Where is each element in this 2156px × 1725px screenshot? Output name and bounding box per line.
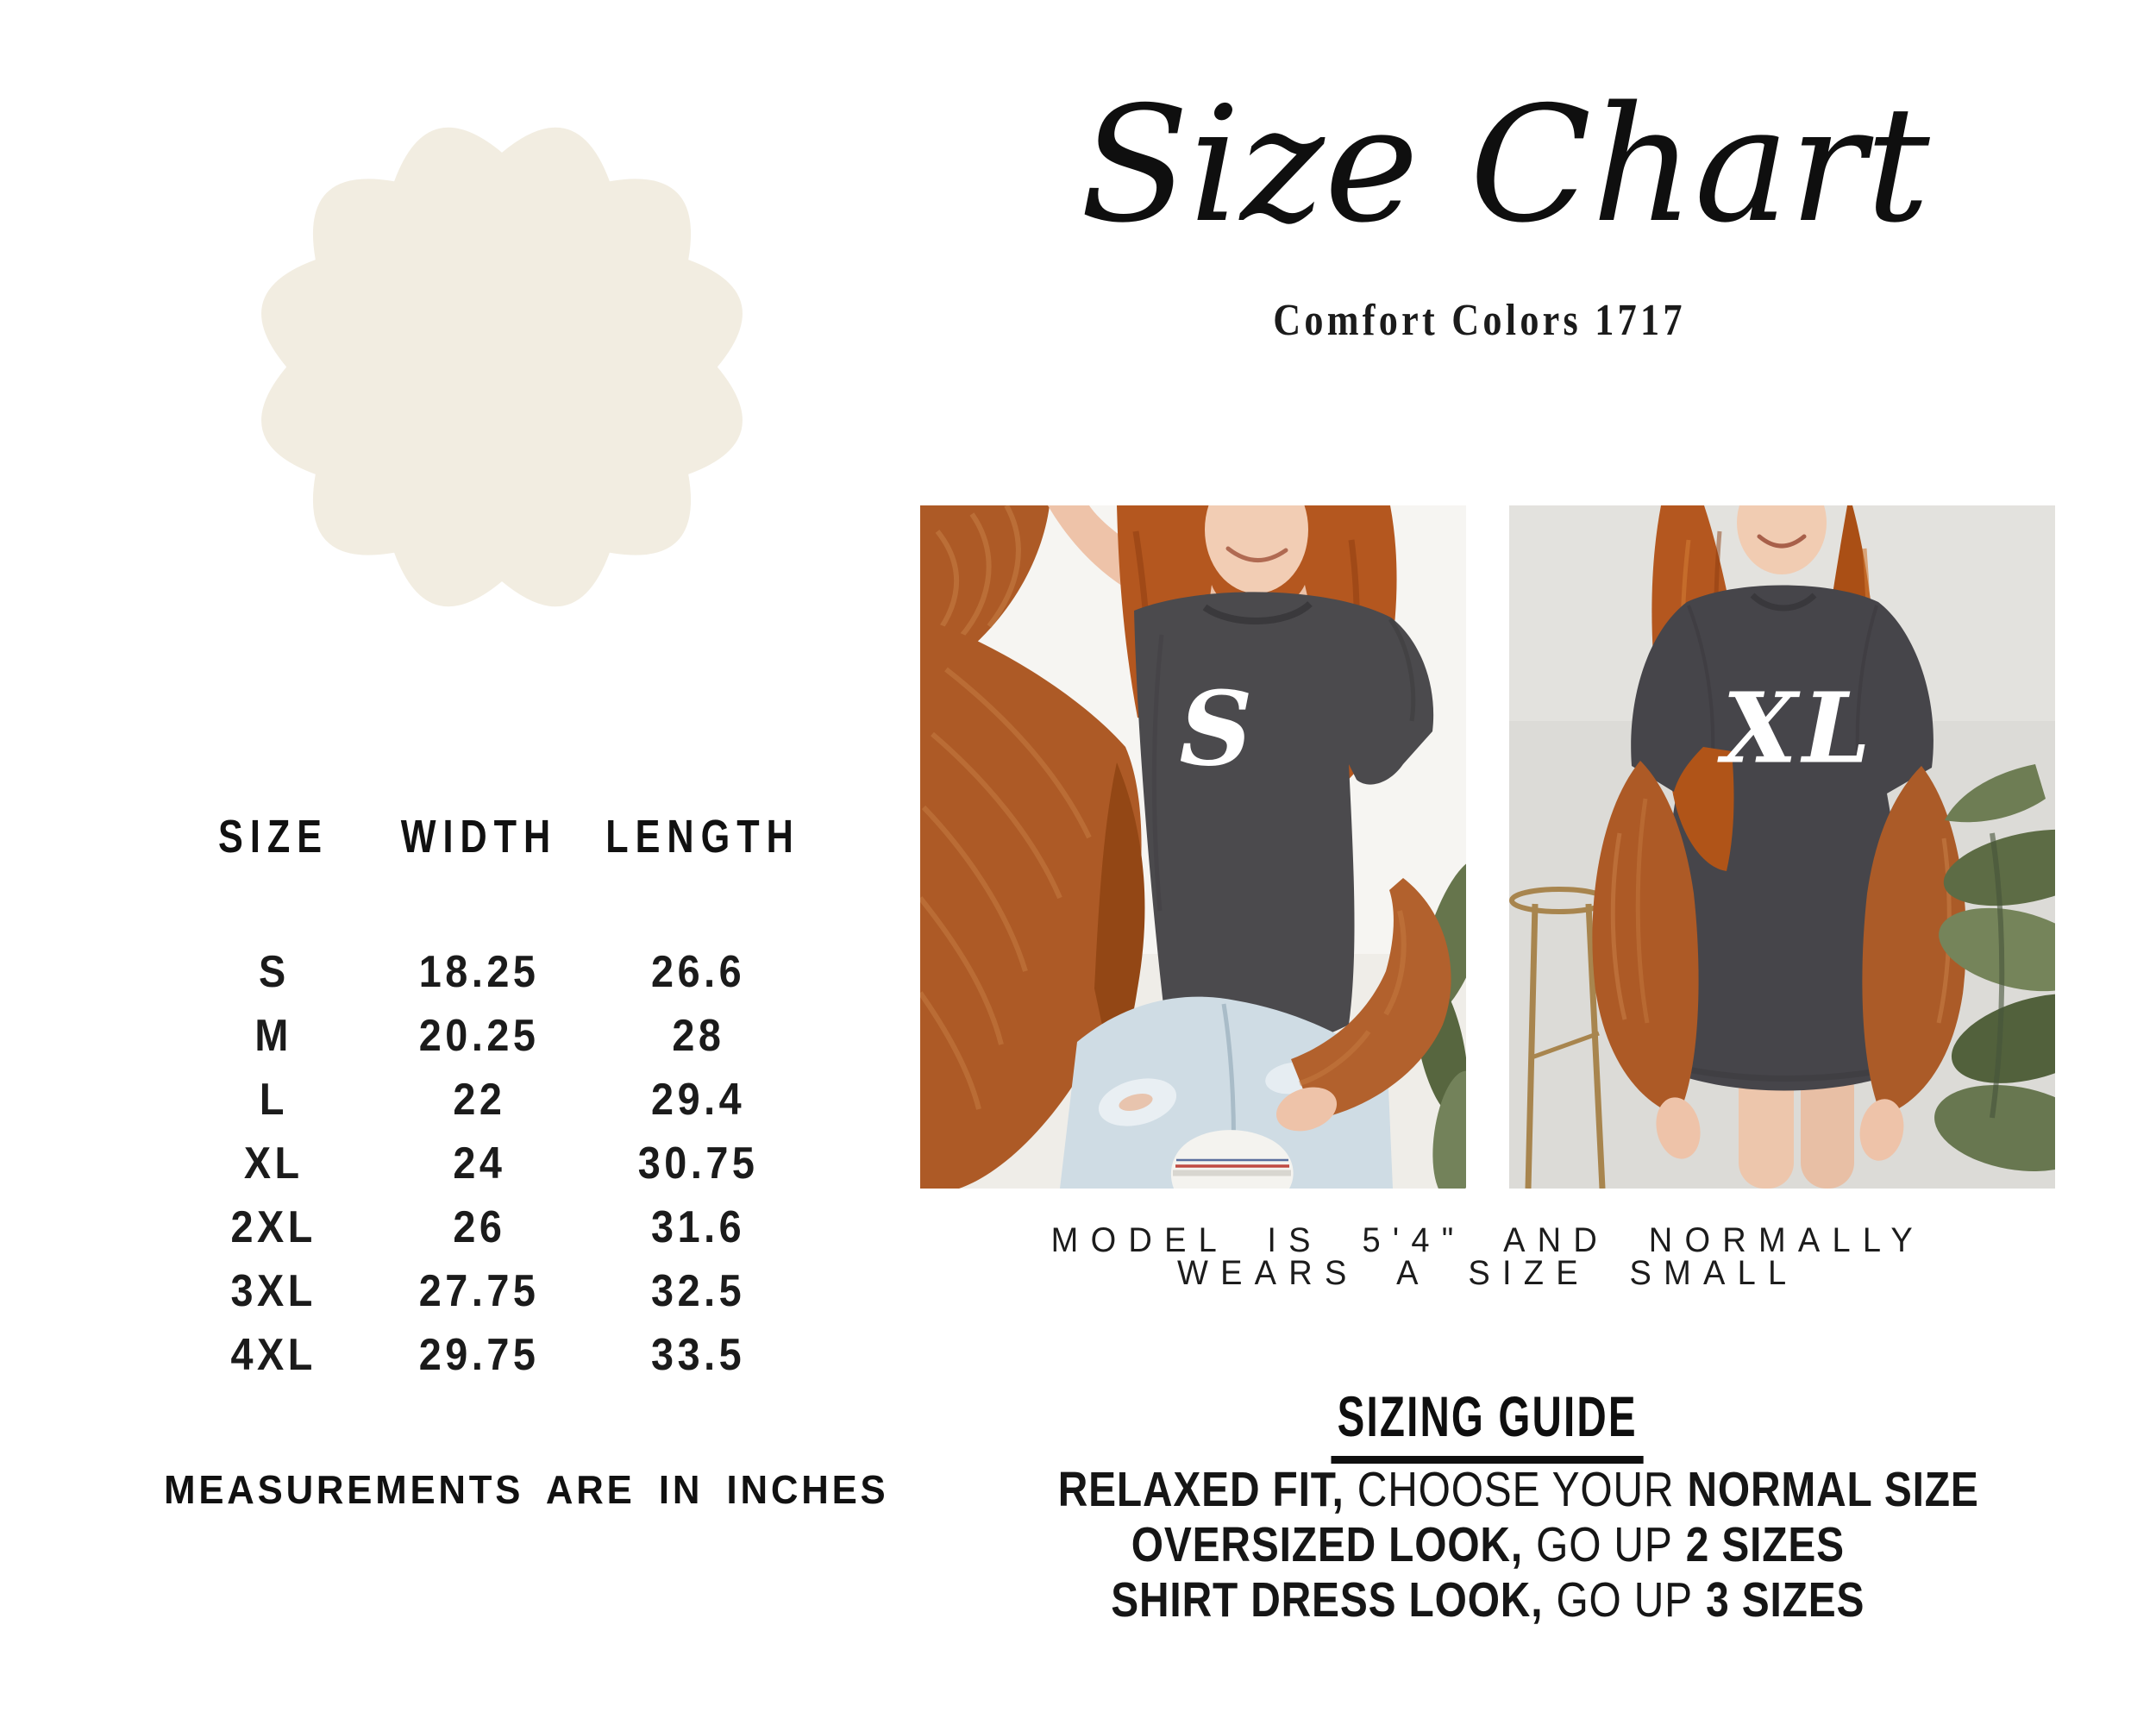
size-value: 4XL <box>230 1330 317 1380</box>
table-row-4xl <box>171 1323 816 1387</box>
length-value: 31.6 <box>651 1202 746 1252</box>
sizing-guide-line-shirt-dress <box>970 1571 2005 1628</box>
length-value: 33.5 <box>651 1330 746 1380</box>
column-width: WIDTH <box>400 811 558 862</box>
table-header-gap <box>171 864 816 940</box>
size-value: XL <box>244 1138 304 1189</box>
column-length: LENGTH <box>605 811 800 862</box>
column-size: SIZE <box>218 811 329 862</box>
size-value: 3XL <box>230 1266 317 1316</box>
guide-regular: GO UP <box>1556 1572 1693 1628</box>
width-value: 22 <box>452 1075 506 1125</box>
page-subtitle-text: Comfort Colors 1717 <box>1272 296 1686 345</box>
width-value: 24 <box>452 1138 506 1189</box>
model-caption-line2-text: WEARS A SIZE SMALL <box>1176 1254 1799 1292</box>
model-caption-line1-text: MODEL IS 5'4" AND NORMALLY <box>1050 1221 1925 1259</box>
table-row-xl <box>171 1132 816 1195</box>
size-table <box>171 809 816 1387</box>
length-value: 28 <box>672 1011 725 1061</box>
length-value: 30.75 <box>638 1138 759 1189</box>
measurements-note-text: MEASUREMENTS ARE IN INCHES <box>164 1467 889 1512</box>
guide-bold-lead: SHIRT DRESS LOOK, <box>1110 1572 1544 1628</box>
size-letter-s: S <box>1179 668 1253 789</box>
model-photo-size-xl <box>1509 505 2055 1189</box>
width-value: 18.25 <box>418 947 540 997</box>
guide-bold-tail: NORMAL SIZE <box>1687 1462 1979 1517</box>
guide-regular: CHOOSE YOUR <box>1357 1462 1675 1517</box>
width-value: 29.75 <box>418 1330 540 1380</box>
size-letter-xl: XL <box>1722 672 1876 786</box>
guide-bold-tail: 2 SIZES <box>1685 1517 1845 1572</box>
length-value: 26.6 <box>651 947 746 997</box>
sizing-guide-line-oversized <box>970 1516 2005 1573</box>
photo-illustration-seated-model <box>920 505 1466 1189</box>
width-value: 26 <box>452 1202 506 1252</box>
table-row-l <box>171 1068 816 1132</box>
measurements-note <box>145 1466 889 1513</box>
photo-illustration-standing-model <box>1509 505 2055 1189</box>
sizing-guide-line-relaxed <box>970 1461 2005 1518</box>
model-caption-line2 <box>970 1254 2005 1293</box>
table-row-2xl <box>171 1195 816 1259</box>
size-value: L <box>259 1075 289 1125</box>
length-value: 29.4 <box>651 1075 746 1125</box>
table-row-s <box>171 940 816 1004</box>
guide-bold-tail: 3 SIZES <box>1705 1572 1865 1628</box>
size-table-header <box>171 809 816 864</box>
size-value: M <box>254 1011 293 1061</box>
sizing-guide <box>1056 1383 1919 1464</box>
size-value: 2XL <box>230 1202 317 1252</box>
guide-regular: GO UP <box>1535 1517 1673 1572</box>
model-photo-size-s <box>920 505 1466 1189</box>
scallop-badge <box>210 76 794 658</box>
table-row-m <box>171 1004 816 1068</box>
sizing-guide-heading: SIZING GUIDE <box>1332 1383 1644 1464</box>
scallop-shape <box>261 128 743 606</box>
length-value: 32.5 <box>651 1266 746 1316</box>
page-title: Size Chart <box>1080 72 1930 258</box>
guide-bold-lead: RELAXED FIT, <box>1057 1462 1344 1517</box>
page-subtitle <box>962 281 1996 350</box>
width-value: 20.25 <box>418 1011 540 1061</box>
width-value: 27.75 <box>418 1266 540 1316</box>
size-value: S <box>258 947 290 997</box>
guide-bold-lead: OVERSIZED LOOK, <box>1131 1517 1523 1572</box>
table-row-3xl <box>171 1259 816 1323</box>
